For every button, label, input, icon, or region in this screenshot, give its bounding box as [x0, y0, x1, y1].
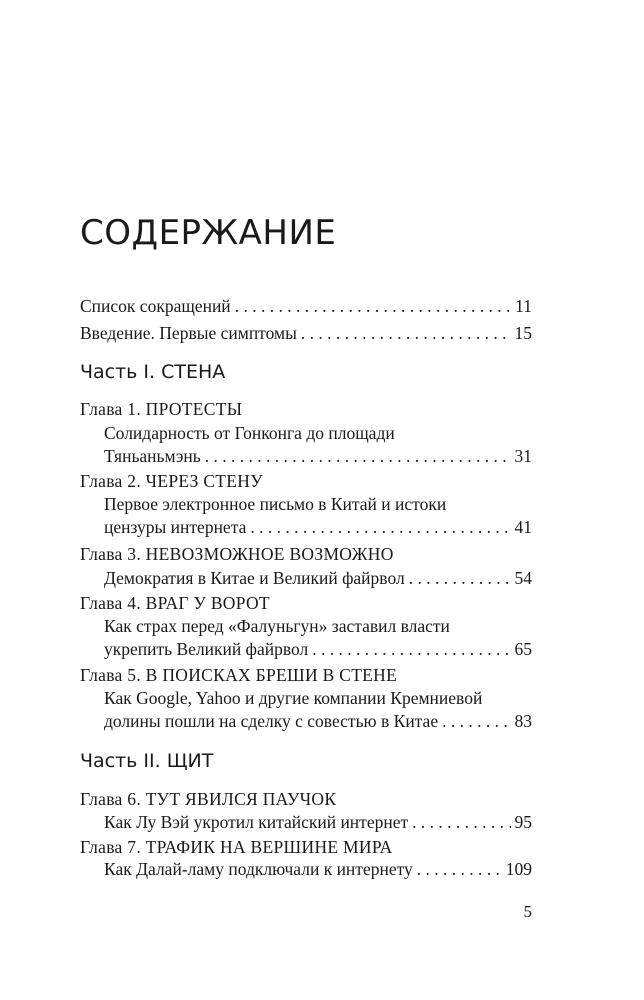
toc-entry-introduction[interactable] [80, 320, 532, 346]
part-heading-2: Часть II. ЩИТ [80, 750, 214, 772]
page-number: 95 [514, 812, 532, 832]
toc-entry-chapter-2[interactable] [104, 514, 532, 540]
toc-entry-chapter-3[interactable] [104, 565, 532, 591]
toc-entry-text: Список сокращений [80, 296, 231, 316]
page-title: СОДЕРЖАНИЕ [80, 213, 337, 253]
toc-entry-text: Как Лу Вэй укротил китайский интернет [104, 812, 409, 832]
toc-entry-chapter-1[interactable] [104, 443, 532, 469]
toc-entry-text: Введение. Первые симптомы [80, 323, 297, 343]
chapter-subtitle-2: Первое электронное письмо в Китай и истоки [104, 494, 447, 514]
part-heading-1: Часть I. СТЕНА [80, 361, 226, 383]
page-number: 83 [514, 711, 532, 731]
leader-dots [409, 565, 511, 591]
page-number: 11 [515, 296, 532, 316]
chapter-title-4[interactable]: Глава 4. ВРАГ У ВОРОТ [80, 593, 270, 613]
chapter-subtitle-1: Солидарность от Гонконга до площади [104, 423, 395, 443]
chapter-title-3[interactable]: Глава 3. НЕВОЗМОЖНОЕ ВОЗМОЖНО [80, 544, 394, 564]
leader-dots [417, 856, 502, 882]
toc-entry-chapter-7[interactable] [104, 856, 532, 882]
chapter-subtitle-5: Как Google, Yahoo и другие компании Кремниевой [104, 688, 483, 708]
toc-entry-chapter-5[interactable] [104, 708, 532, 734]
chapter-title-2[interactable]: Глава 2. ЧЕРЕЗ СТЕНУ [80, 471, 263, 491]
chapter-title-1[interactable]: Глава 1. ПРОТЕСТЫ [80, 399, 243, 419]
page-number: 31 [514, 446, 532, 466]
chapter-title-7[interactable]: Глава 7. ТРАФИК НА ВЕРШИНЕ МИРА [80, 837, 393, 857]
toc-entry-text: Тяньаньмэнь [104, 446, 201, 466]
page-folio: 5 [523, 902, 532, 921]
toc-entry-text: цензуры интернета [104, 517, 247, 537]
chapter-subtitle-4: Как страх перед «Фалуньгун» заставил власти [104, 616, 450, 636]
page-number: 65 [514, 639, 532, 659]
leader-dots [412, 809, 510, 835]
leader-dots [235, 293, 511, 319]
toc-entry-text: укрепить Великий файрвол [104, 639, 309, 659]
page-number: 54 [514, 568, 532, 588]
toc-entry-text: Как Далай-ламу подключали к интернету [104, 859, 413, 879]
chapter-title-6[interactable]: Глава 6. ТУТ ЯВИЛСЯ ПАУЧОК [80, 789, 337, 809]
chapter-title-5[interactable]: Глава 5. В ПОИСКАХ БРЕШИ В СТЕНЕ [80, 665, 398, 685]
page-number: 15 [514, 323, 532, 343]
toc-entry-text: Демократия в Китае и Великий файрвол [104, 568, 405, 588]
page-number: 41 [514, 517, 532, 537]
toc-entry-abbreviations[interactable] [80, 293, 532, 319]
leader-dots [205, 443, 511, 469]
leader-dots [250, 514, 510, 540]
toc-entry-chapter-4[interactable] [104, 636, 532, 662]
leader-dots [301, 320, 511, 346]
toc-entry-text: долины пошли на сделку с совестью в Китае [104, 711, 439, 731]
page-number: 109 [505, 859, 532, 879]
leader-dots [442, 708, 510, 734]
leader-dots [312, 636, 510, 662]
toc-entry-chapter-6[interactable] [104, 809, 532, 835]
